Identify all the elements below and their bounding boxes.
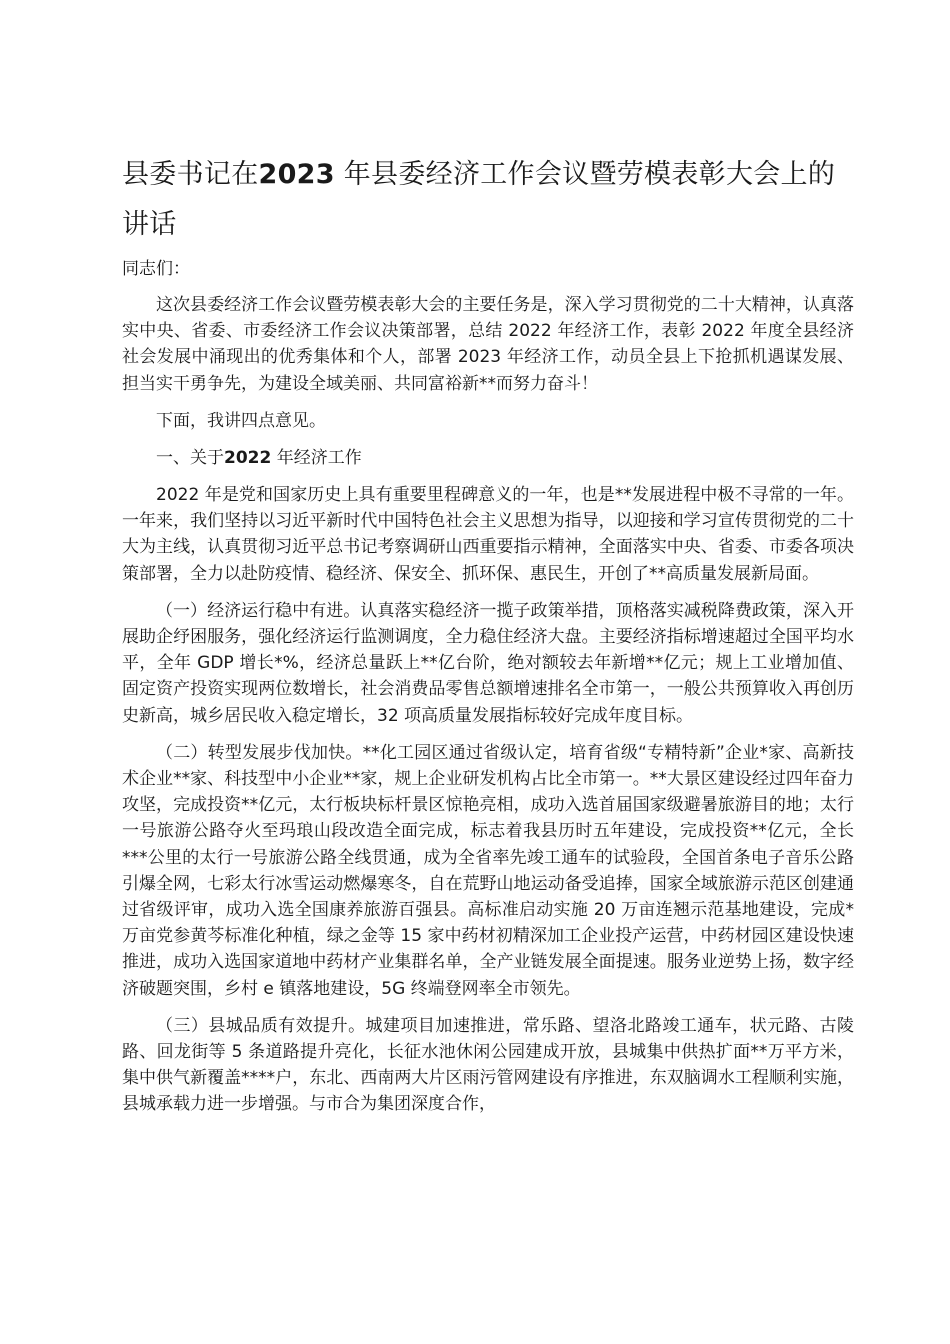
- point-3-paragraph: （三）县城品质有效提升。城建项目加速推进，常乐路、望洛北路竣工通车，状元路、古陵路、回龙街等 5 条道路提升亮化，长征水池休闲公园建成开放，县城集中供热扩面**万平方米，集中供气新覆盖****户，东北、西南两大片区雨污管网建设有序推进，东双脑调水工程顺利实施，县城承载力进一步增强。与市合为集团深度合作，: [122, 1015, 854, 1115]
- point-1-paragraph: （一）经济运行稳中有进。认真落实稳经济一揽子政策举措，顶格落实减税降费政策，深入开展助企纾困服务，强化经济运行监测调度，全力稳住经济大盘。主要经济指标增速超过全国平均水平，全年 GDP 增长*%，经济总量跃上**亿台阶，绝对额较去年新增**亿元；规上工业增加值、固定资产投资实现两位数增长，社会消费品零售总额增速排名全市第一，一般公共预算收入再创历史新高，城乡居民收入稳定增长，32 项高质量发展指标较好完成年度目标。: [122, 600, 854, 726]
- section-intro-paragraph: 2022 年是党和国家历史上具有重要里程碑意义的一年，也是**发展进程中极不寻常的一年。一年来，我们坚持以习近平新时代中国特色社会主义思想为指导，以迎接和学习宣传贯彻党的二十大为主线，认真贯彻习近平总书记考察调研山西重要指示精神，全面落实中央、省委、市委各项决策部署，全力以赴防疫情、稳经济、保安全、抓环保、惠民生，开创了**高质量发展新局面。: [122, 485, 854, 584]
- salutation: 同志们：: [122, 259, 190, 279]
- point-2-paragraph: （二）转型发展步伐加快。**化工园区通过省级认定，培育省级“专精特新”企业*家、高新技术企业**家、科技型中小企业**家，规上企业研发机构占比全市第一。**大景区建设经过四年奋力攻坚，完成投资**亿元，太行板块标杆景区惊艳亮相，成功入选首届国家级避暑旅游目的地；太行一号旅游公路夺火至玛琅山段改造全面完成，标志着我县历时五年建设，完成投资**亿元，全长***公里的太行一号旅游公路全线贯通，成为全省率先竣工通车的试验段，全国首条电子音乐公路引爆全网，七彩太行冰雪运动燃爆寒冬，自在荒野山地运动备受追捧，国家全域旅游示范区创建通过省级评审，成功入选全国康养旅游百强县。高标准启动实施 20 万亩连翘示范基地建设，完成*万亩党参黄芩标准化种植，绿之金等 15 家中药材初精深加工企业投产运营，中药材园区建设快速推进，成功入选国家道地中药材产业集群名单，全产业链发展全面提速。服务业逆势上扬，数字经济破题突围，乡村 e 镇落地建设，5G 终端登网率全市领先。: [122, 742, 854, 999]
- section-heading-year: 2022: [224, 448, 272, 469]
- section-heading-1: [122, 445, 854, 471]
- title-prefix: 县委书记在: [122, 159, 259, 190]
- section-heading-prefix: 一、关于: [156, 448, 224, 469]
- document-page: [122, 150, 854, 1129]
- transition-paragraph: 下面，我讲四点意见。: [156, 410, 326, 431]
- title-suffix: 年县委经济工作会议暨劳模表彰大会上的讲话: [122, 159, 836, 240]
- intro-paragraph: 这次县委经济工作会议暨劳模表彰大会的主要任务是，深入学习贯彻党的二十大精神，认真落实中央、省委、市委经济工作会议决策部署，总结 2022 年经济工作，表彰 2022 年度全县经济社会发展中涌现出的优秀集体和个人，部署 2023 年经济工作，动员全县上下抢抓机遇谋发展、担当实干勇争先，为建设全域美丽、共同富裕新**而努力奋斗！: [122, 295, 854, 394]
- title-year: 2023: [258, 159, 335, 190]
- section-heading-suffix: 年经济工作: [276, 448, 362, 469]
- document-title: [122, 150, 854, 250]
